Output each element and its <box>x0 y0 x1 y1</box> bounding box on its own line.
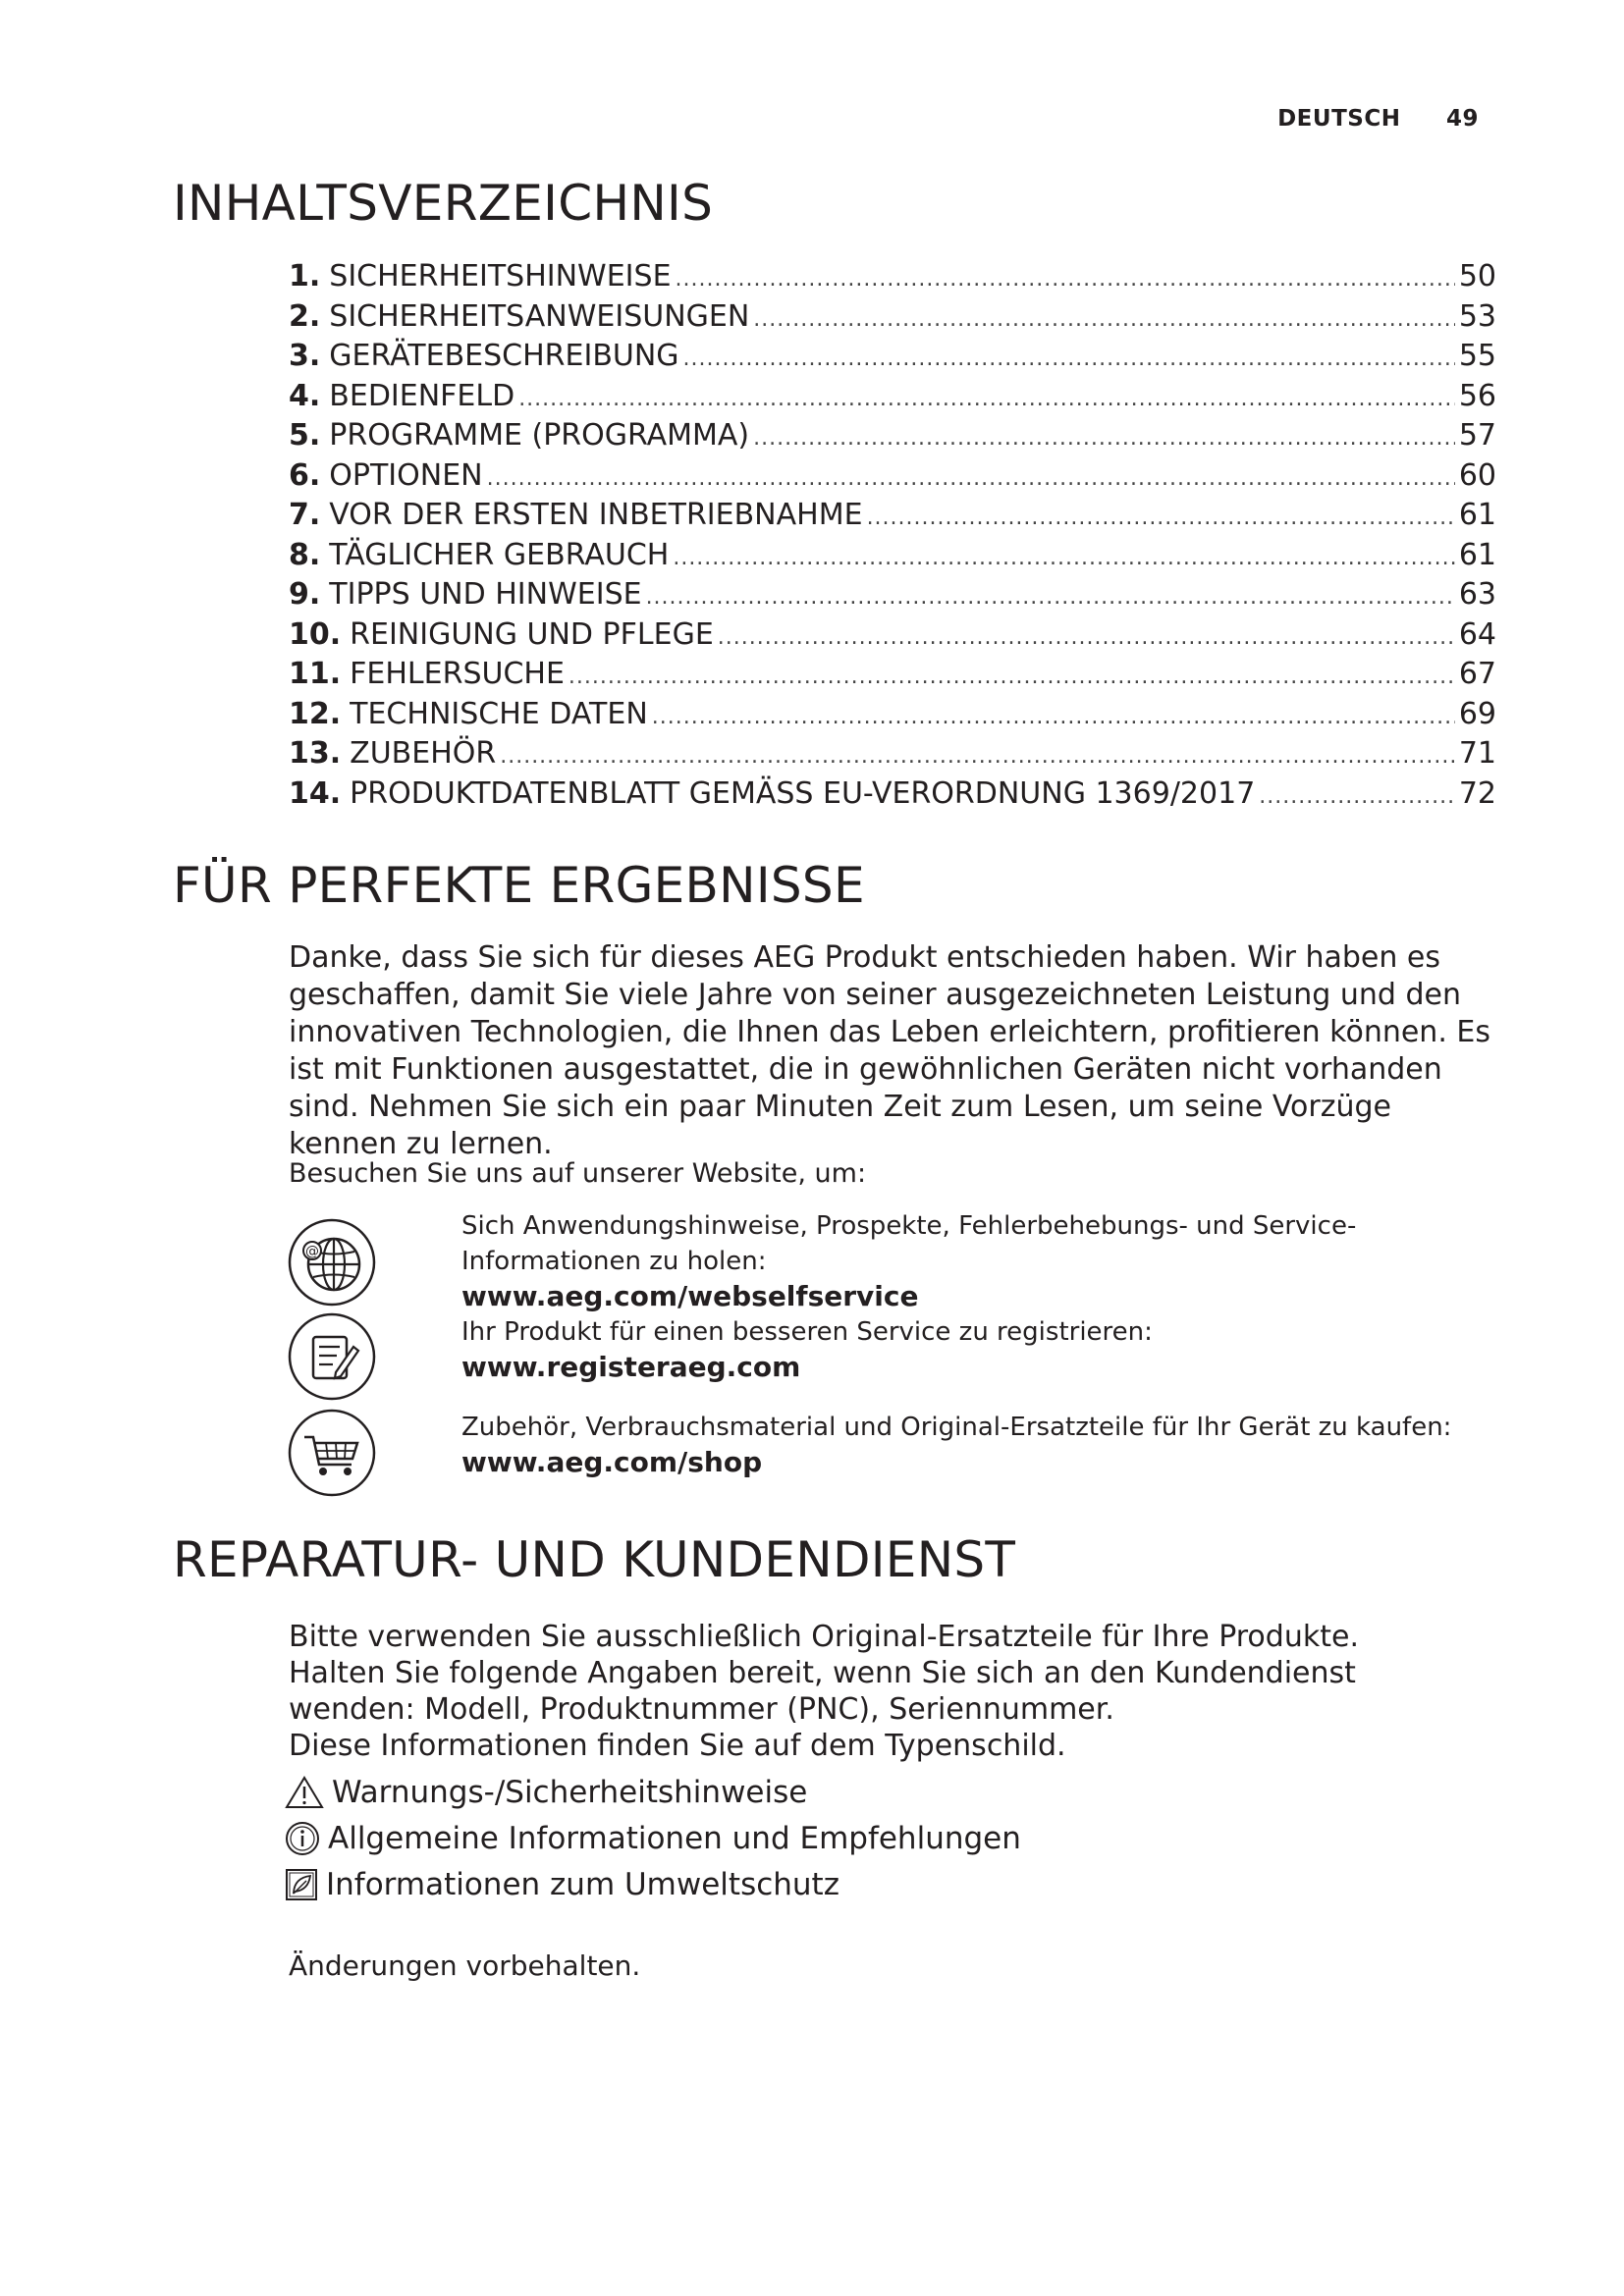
toc-entry[interactable] <box>289 655 1496 695</box>
toc-leader <box>753 300 1455 338</box>
toc-label: PROGRAMME (PROGRAMMA) <box>329 418 750 453</box>
toc-entry[interactable] <box>289 575 1496 615</box>
toc-leader <box>867 499 1455 536</box>
toc-number: 6. <box>289 457 321 493</box>
legend-environment <box>285 1867 839 1902</box>
toc-label: SICHERHEITSANWEISUNGEN <box>329 298 750 334</box>
svg-text:@: @ <box>305 1244 319 1259</box>
toc-entry[interactable] <box>289 297 1496 338</box>
toc-entry[interactable] <box>289 377 1496 417</box>
cart-icon <box>287 1408 377 1498</box>
toc-page: 72 <box>1458 775 1496 811</box>
toc-leader <box>487 459 1455 497</box>
toc-label: TECHNISCHE DATEN <box>350 696 648 731</box>
toc-entry[interactable] <box>289 615 1496 656</box>
toc-label: PRODUKTDATENBLATT GEMÄSS EU-VERORDNUNG 1369/2017 <box>350 775 1256 811</box>
service-link-block <box>461 1208 1356 1385</box>
toc-label: SICHERHEITSHINWEISE <box>329 259 672 294</box>
toc-leader <box>753 419 1455 456</box>
webselfservice-link[interactable]: www.aeg.com/webselfservice <box>461 1280 919 1312</box>
table-of-contents <box>289 257 1496 814</box>
shop-link-block <box>461 1410 1451 1480</box>
legend-environment-label: Informationen zum Umweltschutz <box>326 1867 839 1902</box>
legend-warning-label: Warnungs-/Sicherheitshinweise <box>332 1775 808 1810</box>
toc-entry[interactable] <box>289 257 1496 297</box>
toc-page: 50 <box>1458 259 1496 294</box>
toc-entry[interactable] <box>289 416 1496 456</box>
toc-leader <box>673 539 1454 576</box>
repair-line: Bitte verwenden Sie ausschließlich Original-Ersatzteile für Ihre Produkte. <box>289 1620 1359 1654</box>
toc-number: 4. <box>289 378 321 413</box>
toc-label: REINIGUNG UND PFLEGE <box>350 616 714 652</box>
toc-leader <box>1259 777 1455 815</box>
toc-number: 12. <box>289 696 342 731</box>
toc-number: 8. <box>289 537 321 572</box>
toc-leader <box>652 698 1455 735</box>
toc-page: 67 <box>1458 657 1496 691</box>
changes-note: Änderungen vorbehalten. <box>289 1949 641 1982</box>
repair-title: REPARATUR- UND KUNDENDIENST <box>173 1531 1016 1588</box>
toc-number: 9. <box>289 577 321 612</box>
toc-page: 61 <box>1458 537 1496 572</box>
toc-leader <box>718 618 1455 656</box>
toc-entry[interactable] <box>289 774 1496 815</box>
legend-warning <box>285 1775 807 1810</box>
toc-label: VOR DER ERSTEN INBETRIEBNAHME <box>329 498 863 532</box>
toc-number: 5. <box>289 418 321 453</box>
toc-entry[interactable] <box>289 456 1496 497</box>
toc-page: 56 <box>1458 378 1496 413</box>
toc-page: 60 <box>1458 457 1496 493</box>
toc-entry[interactable] <box>289 496 1496 536</box>
environment-icon <box>285 1868 318 1901</box>
toc-leader <box>683 340 1455 377</box>
repair-paragraph <box>289 1619 1496 1764</box>
service-text-line: Informationen zu holen: <box>461 1247 767 1276</box>
toc-label: BEDIENFELD <box>329 378 515 413</box>
toc-page: 63 <box>1458 577 1496 612</box>
toc-label: FEHLERSUCHE <box>350 657 565 691</box>
page-header <box>1277 106 1479 132</box>
toc-page: 57 <box>1458 418 1496 453</box>
toc-number: 7. <box>289 498 321 532</box>
toc-number: 10. <box>289 616 342 652</box>
toc-number: 11. <box>289 657 342 691</box>
intro-paragraph: Danke, dass Sie sich für dieses AEG Produkt entschieden haben. Wir haben es geschaffen, damit Sie viele Jahre von seiner ausgezeichneten Leistung und den innovativen Technologien, die Ihnen das Leben erleichtern, profitieren können. Es ist mit Funktionen ausgestattet, die in gewöhnlichen Geräten nicht vorhanden sind. Nehmen Sie sich ein paar Minuten Zeit zum Lesen, um seine Vorzüge kennen zu lernen. <box>289 940 1490 1161</box>
info-icon <box>285 1821 320 1856</box>
toc-page: 64 <box>1458 616 1496 652</box>
toc-entry[interactable] <box>289 695 1496 735</box>
toc-number: 13. <box>289 736 342 771</box>
toc-page: 61 <box>1458 498 1496 532</box>
toc-label: TÄGLICHER GEBRAUCH <box>329 537 670 572</box>
toc-label: ZUBEHÖR <box>350 736 497 771</box>
toc-entry[interactable] <box>289 734 1496 774</box>
repair-line: wenden: Modell, Produktnummer (PNC), Seriennummer. <box>289 1692 1114 1727</box>
toc-entry[interactable] <box>289 536 1496 576</box>
toc-page: 53 <box>1458 298 1496 334</box>
perfect-results-title: FÜR PERFEKTE ERGEBNISSE <box>173 857 865 914</box>
shop-link[interactable]: www.aeg.com/shop <box>461 1446 763 1478</box>
toc-leader <box>568 658 1455 695</box>
toc-entry[interactable] <box>289 337 1496 377</box>
toc-page: 55 <box>1458 339 1496 373</box>
toc-number: 14. <box>289 775 342 811</box>
toc-leader <box>500 737 1455 774</box>
toc-number: 2. <box>289 298 321 334</box>
repair-line: Diese Informationen finden Sie auf dem Typenschild. <box>289 1729 1066 1763</box>
register-text-line: Ihr Produkt für einen besseren Service zu registrieren: <box>461 1317 1153 1347</box>
legend-info <box>285 1821 1021 1856</box>
service-text-line: Sich Anwendungshinweise, Prospekte, Fehlerbehebungs- und Service- <box>461 1211 1357 1241</box>
legend-info-label: Allgemeine Informationen und Empfehlungen <box>328 1821 1021 1856</box>
toc-page: 71 <box>1458 736 1496 771</box>
toc-number: 3. <box>289 339 321 373</box>
toc-leader <box>646 578 1455 615</box>
toc-label: TIPPS UND HINWEISE <box>329 577 642 612</box>
toc-leader <box>676 260 1455 297</box>
toc-page: 69 <box>1458 696 1496 731</box>
toc-leader <box>518 380 1455 417</box>
repair-line: Halten Sie folgende Angaben bereit, wenn Sie sich an den Kundendienst <box>289 1656 1356 1690</box>
globe-icon <box>287 1217 377 1308</box>
toc-label: OPTIONEN <box>329 457 483 493</box>
toc-title: INHALTSVERZEICHNIS <box>173 175 714 232</box>
toc-label: GERÄTEBESCHREIBUNG <box>329 339 679 373</box>
page-number: 49 <box>1445 106 1479 132</box>
toc-number: 1. <box>289 259 321 294</box>
register-icon <box>287 1311 377 1402</box>
warning-icon <box>285 1776 324 1809</box>
shop-text-line: Zubehör, Verbrauchsmaterial und Original-Ersatzteile für Ihr Gerät zu kaufen: <box>461 1413 1452 1442</box>
visit-text: Besuchen Sie uns auf unserer Website, um: <box>289 1158 867 1189</box>
header-language: DEUTSCH <box>1277 106 1401 132</box>
register-link[interactable]: www.registeraeg.com <box>461 1351 801 1383</box>
